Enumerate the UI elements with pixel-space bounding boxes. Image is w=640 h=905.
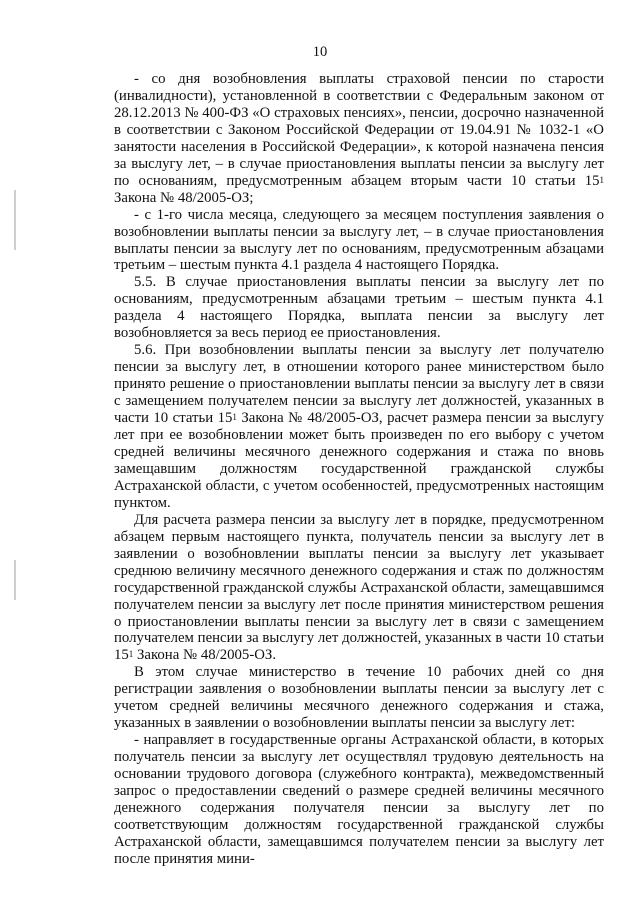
paragraph [114, 274, 604, 342]
paragraph-text: - со дня возобновления выплаты страховой пенсии по старости (инвалидности), установленной в соответствии с Федеральным законом от 28.12.2013 № 400-ФЗ «О страховых пенсиях», пенсии, досрочно назначенной в соответствии с Законом Российской Федерации от 19.04.91 № 1032-1 «О занятости населения в Российской Федерации», к которой назначена пенсия за выслугу лет, – в случае приостановления выплаты пенсии за выслугу лет по основаниям, предусмотренным абзацем вторым части 10 статьи 15 [114, 71, 604, 189]
superscript: 1 [232, 412, 237, 423]
paragraph-text: 5.5. В случае приостановления выплаты пенсии за выслугу лет по основаниям, предусмотренным абзацами третьим – шестым пункта 4.1 раздела 4 настоящего Порядка, выплата пенсии за выслугу лет возобновляется за весь период ее приостановления. [114, 274, 604, 342]
paragraph-text: Закона № 48/2005-ОЗ; [114, 189, 254, 206]
paragraph-text: Для расчета размера пенсии за выслугу лет в порядке, предусмотренном абзацем первым настоящего пункта, получатель пенсии за выслугу лет в заявлении о возобновлении выплаты пенсии за выслугу лет указывает среднюю величину месячного денежного содержания и стаж по должностям государственной гражданской службы Астраханской области, замещавшимся получателем пенсии за выслугу лет после принятия министерством решения о приостановлении выплаты пенсии за выслугу лет в связи с замещением получателем пенсии за выслугу лет должностей, указанных в части 10 статьи 15 [114, 511, 604, 664]
paragraph-text: - направляет в государственные органы Астраханской области, в которых получатель пенсии за выслугу лет осуществлял трудовую деятельность на основании трудового договора (служебного контракта), межведомственный запрос о предоставлении сведений о размере средней величины месячного денежного содержания получателя пенсии за выслугу лет по соответствующим должностям государственной гражданской службы Астраханской области, замещавшимся получателем пенсии за выслугу лет после принятия мини- [114, 732, 604, 867]
paragraph [114, 512, 604, 665]
paragraph [114, 71, 604, 207]
scan-artifact [14, 560, 16, 600]
document-body [114, 71, 604, 868]
paragraph-text: - с 1-го числа месяца, следующего за месяцем поступления заявления о возобновлении выплаты пенсии за выслугу лет, – в случае приостановления выплаты пенсии за выслугу лет по основаниям, предусмотренным абзацами третьим – шестым пункта 4.1 раздела 4 настоящего Порядка. [114, 206, 604, 274]
paragraph-text: В этом случае министерство в течение 10 рабочих дней со дня регистрации заявления о возобновлении выплаты пенсии за выслугу лет с учетом средней величины месячного денежного содержания и стажа, указанных в заявлении о возобновлении выплаты пенсии за выслугу лет: [114, 664, 604, 732]
paragraph [114, 732, 604, 868]
paragraph [114, 664, 604, 732]
scan-artifact [14, 190, 16, 250]
superscript: 1 [599, 174, 604, 185]
paragraph [114, 207, 604, 275]
paragraph-text: Закона № 48/2005-ОЗ. [133, 647, 277, 664]
page-number: 10 [312, 44, 328, 60]
superscript: 1 [128, 649, 134, 660]
paragraph [114, 342, 604, 512]
paragraph-text: Закона № 48/2005-ОЗ, расчет размера пенсии за выслугу лет при ее возобновлении может быть произведен по его выбору с учетом средней величины месячного денежного содержания и стажа по вновь замещавшим должностям государственной гражданской службы Астраханской области, с учетом особенностей, предусмотренных настоящим пунктом. [114, 410, 605, 511]
paragraph-text: 5.6. При возобновлении выплаты пенсии за выслугу лет получателю пенсии за выслугу лет, в отношении которого ранее министерством было принято решение о приостановлении выплаты пенсии за выслугу лет в связи с замещением получателем пенсии за выслугу лет должностей, указанных в части 10 статьи 15 [114, 342, 604, 427]
